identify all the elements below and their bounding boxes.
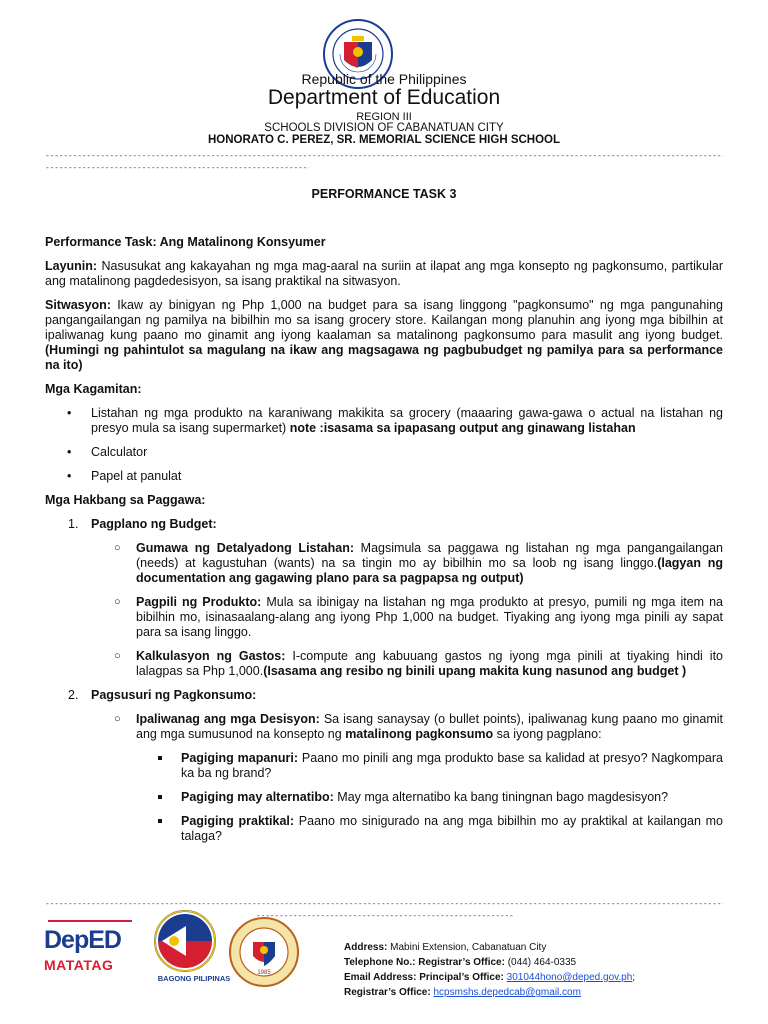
header-department: Department of Education [267,86,501,109]
sitwasyon-label: Sitwasyon: [45,298,111,312]
bagong-pilipinas-label: BAGONG PILIPINAS [157,974,231,983]
email-label: Email Address: Principal’s Office: [344,972,504,983]
circle-bullet-icon: ○ [114,650,121,662]
step-1-item [45,595,723,640]
registrar-line [344,985,635,1000]
bullet-icon: • [67,445,72,459]
kagamitan-heading: Mga Kagamitan: [45,382,142,396]
sitwasyon-paragraph [45,298,723,373]
list-item-note: note :isasama sa ipapasang output ang ginawang listahan [289,421,636,435]
school-seal-logo [228,916,300,988]
kagamitan-list [45,406,723,484]
sub-item [45,751,723,781]
layunin-label: Layunin: [45,259,98,273]
email-line [344,970,635,985]
performance-task-heading: Performance Task: Ang Matalinong Konsyumer [45,235,326,249]
registrar-label: Registrar’s Office: [344,987,431,998]
address-label: Address: [344,942,388,953]
sub-item [45,790,723,805]
deped-wordmark: DepED [44,926,121,954]
step-1-item [45,541,723,586]
bullet-icon: • [67,469,72,483]
sub-item-label: Pagiging praktikal: [181,814,295,828]
step-2 [45,688,723,703]
item-label: Ipaliwanag ang mga Desisyon: [136,712,320,726]
sub-item-text: Paano mo pinili ang mga produkto base sa kalidad at presyo? Nagkompara ka ba ng brand? [181,751,723,780]
header-division: SCHOOLS DIVISION OF CABANATUAN CITY [264,122,504,134]
matatag-wordmark: MATATAG [44,957,114,973]
list-item [45,406,723,436]
bullet-icon: • [67,406,72,420]
footer-contact [344,940,635,1000]
email-separator: ; [632,972,636,983]
footer-divider [45,900,723,909]
circle-bullet-icon: ○ [114,713,121,725]
step-label: Pagsusuri ng Pagkonsumo: [91,688,257,702]
logo-accent-line [48,920,132,922]
header-region: REGION III [356,111,412,123]
item-text: Sa isang sanaysay (o bullet points), ipaliwanag kung paano mo ginamit ang mga sumusunod na konsepto ng [136,712,724,741]
square-bullet-icon [158,756,162,760]
list-item [45,469,723,484]
bagong-pilipinas-logo [152,908,232,979]
task-body [45,235,723,853]
step-number: 2. [68,688,79,702]
list-item-text: Papel at panulat [91,469,182,483]
address-value: Mabini Extension, Cabanatuan City [387,942,547,953]
item-bold: matalinong pagkonsumo [345,727,494,741]
step-1 [45,517,723,532]
telephone-label: Telephone No.: Registrar’s Office: [344,957,505,968]
list-item-text: Calculator [91,445,148,459]
step-1-item [45,649,723,679]
sub-item-label: Pagiging mapanuri: [181,751,299,765]
item-text: Magsimula sa paggawa ng listahan ng mga pangangailangan (needs) at kagustuhan (wants) na sa tingin mo ay bibilhin mo sa loob ng isang linggo. [136,541,723,570]
square-bullet-icon [158,795,162,799]
list-item [45,445,723,460]
item-text: Mula sa ibinigay na listahan ng mga produkto at presyo, pumili ng mga item na bibilhin mo, isinasaalang-alang ang iyong Php 1,000 na budget. Tiyaking ang iyong mga pinili ay sapat para sa isang linggo. [136,595,724,639]
header-republic: Republic of the Philippines [301,71,467,87]
step-label: Pagplano ng Budget: [91,517,217,531]
sitwasyon-text: Ikaw ay binigyan ng Php 1,000 na budget para sa isang linggong "pagkonsumo" ng mga pangunahing pangangailangan ng pamilya na bibilhin mo sa isang grocery store. Kailangan mong planuhin ang iyong mga bibilhin at ipaliwanag kung paano mo ginamit ang iyong kaalaman sa matalinong pagkonsumo para masulit ang iyong budget. [45,298,723,342]
sitwasyon-note: (Humingi ng pahintulot sa magulang na ikaw ang magsagawa ng pagbubudget ng pamilya para sa performance na ito) [45,343,723,372]
item-tail: sa iyong pagplano: [493,727,602,741]
step-number: 1. [68,517,79,531]
step-2-item [45,712,723,742]
layunin-paragraph [45,259,723,289]
task-title: PERFORMANCE TASK 3 [311,187,457,201]
circle-bullet-icon: ○ [114,596,121,608]
item-text: I-compute ang kabuuang gastos ng iyong mga pinili at tiyaking hindi ito lalagpas sa Php 1,000. [136,649,723,678]
sub-item-text: May mga alternatibo ka bang tiningnan bago magdesisyon? [333,790,669,804]
sub-item-label: Pagiging may alternatibo: [181,790,334,804]
sub-item [45,814,723,844]
layunin-text: Nasusukat ang kakayahan ng mga mag-aaral na suriin at ilapat ang mga konsepto ng pagkonsumo, partikular ang matalinong pagdedesisyon, sa isang praktikal na sitwasyon. [45,259,723,288]
registrar-email-link[interactable]: hcpsmshs.depedcab@gmail.com [433,987,581,998]
square-bullet-icon [158,819,162,823]
item-note: (lagyan ng documentation ang gagawing plano para sa pagpapsa ng output) [136,556,724,585]
header-divider [45,152,723,161]
hakbang-heading: Mga Hakbang sa Paggawa: [45,493,206,507]
item-label: Gumawa ng Detalyadong Listahan: [136,541,354,555]
address-line [344,940,635,955]
list-item-text: Listahan ng mga produkto na karaniwang makikita sa grocery (maaaring gawa-gawa o actual na listahan ng presyo mula sa isang supermarket) [91,406,723,435]
sub-item-text: Paano mo sinigurado na ang mga bibilhin mo ay praktikal at kailangan mo talaga? [181,814,723,843]
circle-bullet-icon: ○ [114,542,121,554]
telephone-line [344,955,635,970]
deped-matatag-logo [44,926,132,973]
seal-year: 1985 [257,970,271,976]
item-label: Pagpili ng Produkto: [136,595,262,609]
item-note: (Isasama ang resibo ng binili upang makita kung nasunod ang budget ) [263,664,687,678]
header-divider-short [45,164,309,173]
item-label: Kalkulasyon ng Gastos: [136,649,286,663]
principal-email-link[interactable]: 301044hono@deped.gov.ph [506,972,633,983]
telephone-value: (044) 464-0335 [504,957,577,968]
header-school: HONORATO C. PEREZ, SR. MEMORIAL SCIENCE HIGH SCHOOL [207,134,561,146]
